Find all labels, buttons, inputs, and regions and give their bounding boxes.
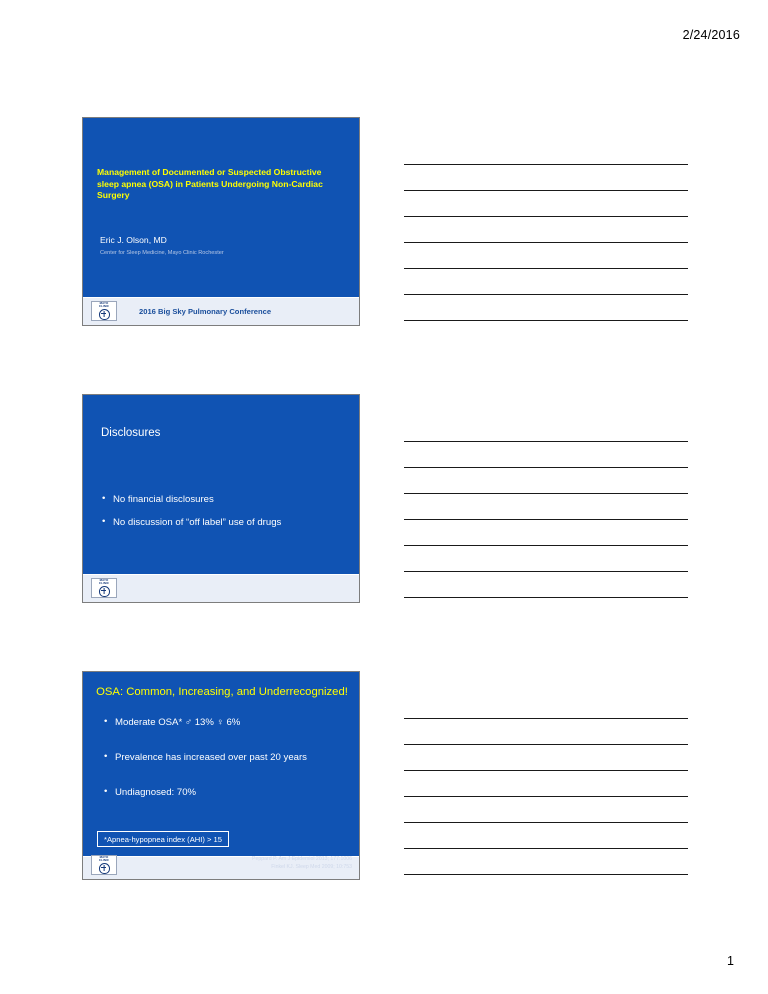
note-line (404, 139, 688, 165)
note-line (404, 719, 688, 745)
note-line (404, 745, 688, 771)
shield-icon (99, 586, 110, 597)
slide-1-title: Management of Documented or Suspected Obstructive sleep apnea (OSA) in Patients Undergoing Non-Cardiac Surgery (97, 167, 323, 201)
logo-text-line1: MAYO (99, 301, 109, 306)
logo-text-line2: CLINIC (98, 858, 110, 862)
list-item: • No financial disclosures (102, 493, 352, 506)
list-item: • Prevalence has increased over past 20 years (104, 751, 354, 764)
list-item: • Moderate OSA* ♂ 13% ♀ 6% (104, 716, 354, 729)
list-item: • No discussion of “off label” use of drugs (102, 516, 352, 529)
shield-icon (99, 863, 110, 874)
note-line (404, 494, 688, 520)
note-line (404, 849, 688, 875)
logo-text-line1: MAYO (99, 855, 109, 860)
logo-text-line2: CLINIC (98, 581, 110, 585)
slide-3-title: OSA: Common, Increasing, and Underrecognized! (96, 686, 348, 698)
note-line (404, 269, 688, 295)
note-line (404, 165, 688, 191)
note-line (404, 416, 688, 442)
list-item: • Undiagnosed: 70% (104, 786, 354, 799)
logo-text-line2: CLINIC (98, 304, 110, 308)
mayo-clinic-logo-icon (91, 578, 117, 598)
note-line (404, 243, 688, 269)
slide-3-references (252, 856, 352, 871)
note-line (404, 191, 688, 217)
slide-block-2 (0, 394, 768, 604)
slide-3 (82, 671, 360, 880)
slide-1-footer-text: 2016 Big Sky Pulmonary Conference (139, 307, 272, 316)
shield-icon (99, 309, 110, 320)
slide-block-1 (0, 117, 768, 327)
slide-2-bullet-list (102, 493, 352, 539)
logo-text-line1: MAYO (99, 578, 109, 583)
note-line (404, 520, 688, 546)
slide-2-footer-band (83, 574, 359, 602)
slide-2 (82, 394, 360, 603)
note-lines-2 (404, 416, 688, 598)
note-line (404, 442, 688, 468)
note-line (404, 217, 688, 243)
slide-3-bullet-list (104, 716, 354, 821)
note-line (404, 468, 688, 494)
mayo-clinic-logo-icon (91, 855, 117, 875)
note-line (404, 546, 688, 572)
slide-1 (82, 117, 360, 326)
slide-3-footnote: *Apnea-hypopnea index (AHI) > 15 (97, 831, 229, 847)
note-line (404, 693, 688, 719)
slide-1-author: Eric J. Olson, MD (100, 235, 167, 245)
reference-item: Finkel KJ. Sleep Med 2009; 10:753 (271, 863, 352, 870)
note-lines-3 (404, 693, 688, 875)
page-date: 2/24/2016 (682, 28, 740, 42)
note-line (404, 572, 688, 598)
note-line (404, 295, 688, 321)
reference-item: Peppard P. Am J Epidemiol 2013; 177:1006 (252, 856, 352, 863)
page-number: 1 (727, 954, 734, 968)
mayo-clinic-logo-icon (91, 301, 117, 321)
slide-2-title: Disclosures (101, 427, 161, 439)
slide-1-affiliation: Center for Sleep Medicine, Mayo Clinic Rochester (100, 250, 224, 256)
note-line (404, 797, 688, 823)
note-line (404, 771, 688, 797)
note-lines-1 (404, 139, 688, 321)
slide-block-3 (0, 671, 768, 881)
note-line (404, 823, 688, 849)
